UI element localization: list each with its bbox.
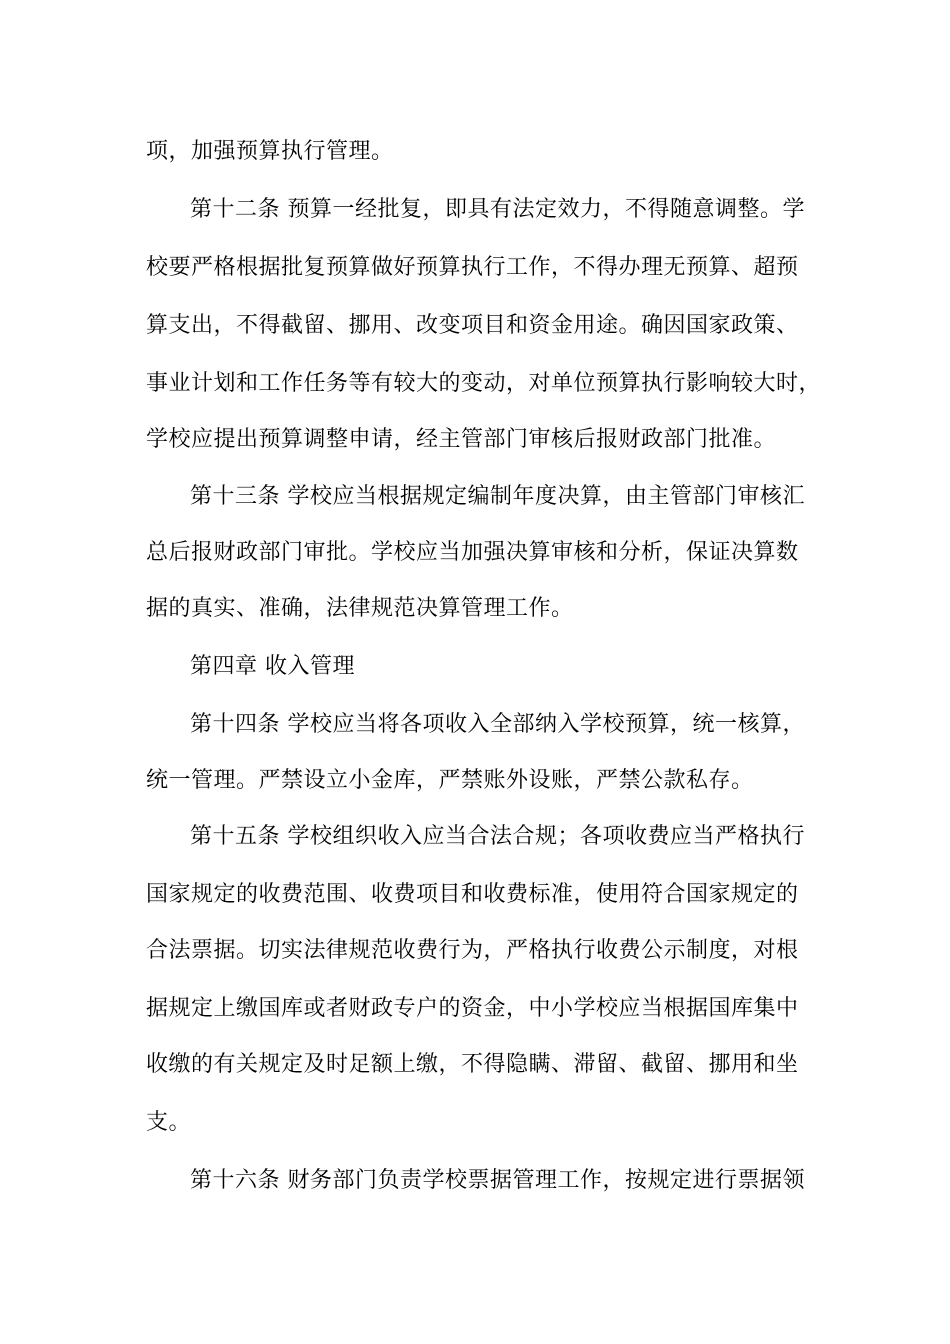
text-line: 支。	[146, 1110, 192, 1135]
text-line: 事业计划和工作任务等有较大的变动，对单位预算执行影响较大时，	[146, 371, 822, 396]
text-line: 学校应提出预算调整申请，经主管部门审核后报财政部门批准。	[146, 427, 777, 452]
text-line: 据规定上缴国库或者财政专户的资金，中小学校应当根据国库集中	[146, 996, 799, 1021]
article-13-start: 第十三条 学校应当根据规定编制年度决算，由主管部门审核汇	[190, 484, 805, 509]
article-12-start: 第十二条 预算一经批复，即具有法定效力，不得随意调整。学	[190, 197, 805, 222]
text-line: 据的真实、准确，法律规范决算管理工作。	[146, 596, 574, 621]
text-line: 项，加强预算执行管理。	[146, 139, 394, 164]
text-line: 合法票据。切实法律规范收费行为，严格执行收费公示制度，对根	[146, 938, 799, 963]
text-line: 算支出，不得截留、挪用、改变项目和资金用途。确因国家政策、	[146, 313, 799, 338]
article-15-start: 第十五条 学校组织收入应当合法合规；各项收费应当严格执行	[190, 824, 805, 849]
article-16-start: 第十六条 财务部门负责学校票据管理工作，按规定进行票据领	[190, 1168, 805, 1193]
text-line: 总后报财政部门审批。学校应当加强决算审核和分析，保证决算数	[146, 540, 799, 565]
text-line: 国家规定的收费范围、收费项目和收费标准，使用符合国家规定的	[146, 882, 799, 907]
text-line: 收缴的有关规定及时足额上缴，不得隐瞒、滞留、截留、挪用和坐	[146, 1052, 799, 1077]
text-line: 校要严格根据批复预算做好预算执行工作，不得办理无预算、超预	[146, 255, 799, 280]
chapter-4-heading: 第四章 收入管理	[190, 654, 355, 679]
article-14-start: 第十四条 学校应当将各项收入全部纳入学校预算，统一核算，	[190, 712, 805, 737]
text-line: 统一管理。严禁设立小金库，严禁账外设账，严禁公款私存。	[146, 768, 754, 793]
